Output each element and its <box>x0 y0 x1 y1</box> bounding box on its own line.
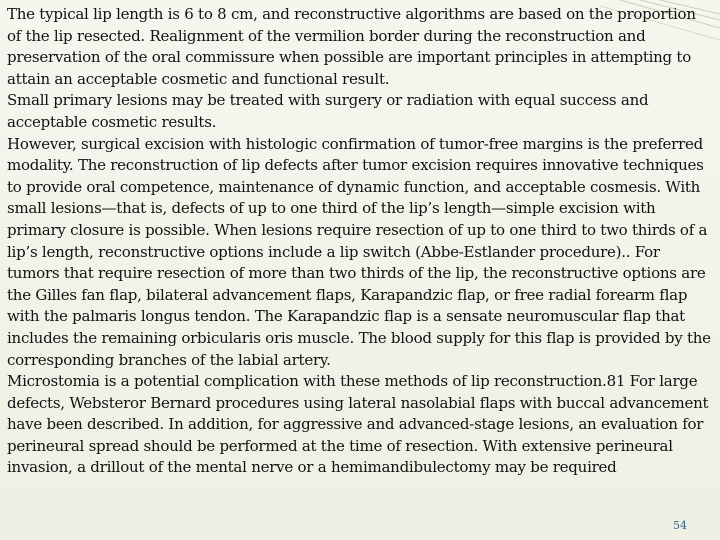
paragraph-lip-length: The typical lip length is 6 to 8 cm, and reconstructive algorithms are based on the proportion of the lip resected. Realignment of the vermilion border during the reconstruction and preservation of the oral commissure when possible are important principles in attempting to attain an acceptable cosmetic and functional result. <box>7 5 696 88</box>
paragraph-surgical-excision: However, surgical excision with histologic confirmation of tumor-free margins is the preferred modality. The reconstruction of lip defects after tumor excision requires innovative techniques to provide oral competence, maintenance of dynamic function, and acceptable cosmesis. With small lesions—that is, defects of up to one third of the lip’s length—simple excision with primary closure is possible. When lesions require resection of up to one third to two thirds of a lip’s length, reconstructive options include a lip switch (Abbe-Estlander procedure).. For tumors that require resection of more than two thirds of the lip, the reconstructive options are the Gilles fan flap, bilateral advancement flaps, Karapandzic flap, or free radial forearm flap with the palmaris longus tendon. The Karapandzic flap is a sensate neuromuscular flap that includes the remaining orbicularis oris muscle. The blood supply for this flap is provided by the corresponding branches of the labial artery. <box>7 134 711 369</box>
page-number: 54 <box>673 519 687 532</box>
paragraph-small-lesions: Small primary lesions may be treated with surgery or radiation with equal success and acceptable cosmetic results. <box>7 91 649 131</box>
paragraph-microstomia: Microstomia is a potential complication with these methods of lip reconstruction.81 For large defects, Websteror Bernard procedures using lateral nasolabial flaps with buccal advancement have been described. In addition, for aggressive and advanced-stage lesions, an evaluation for perineural spread should be performed at the time of resection. With extensive perineural invasion, a drillout of the mental nerve or a hemimandibulectomy may be required <box>7 372 709 477</box>
slide-body <box>7 4 713 479</box>
